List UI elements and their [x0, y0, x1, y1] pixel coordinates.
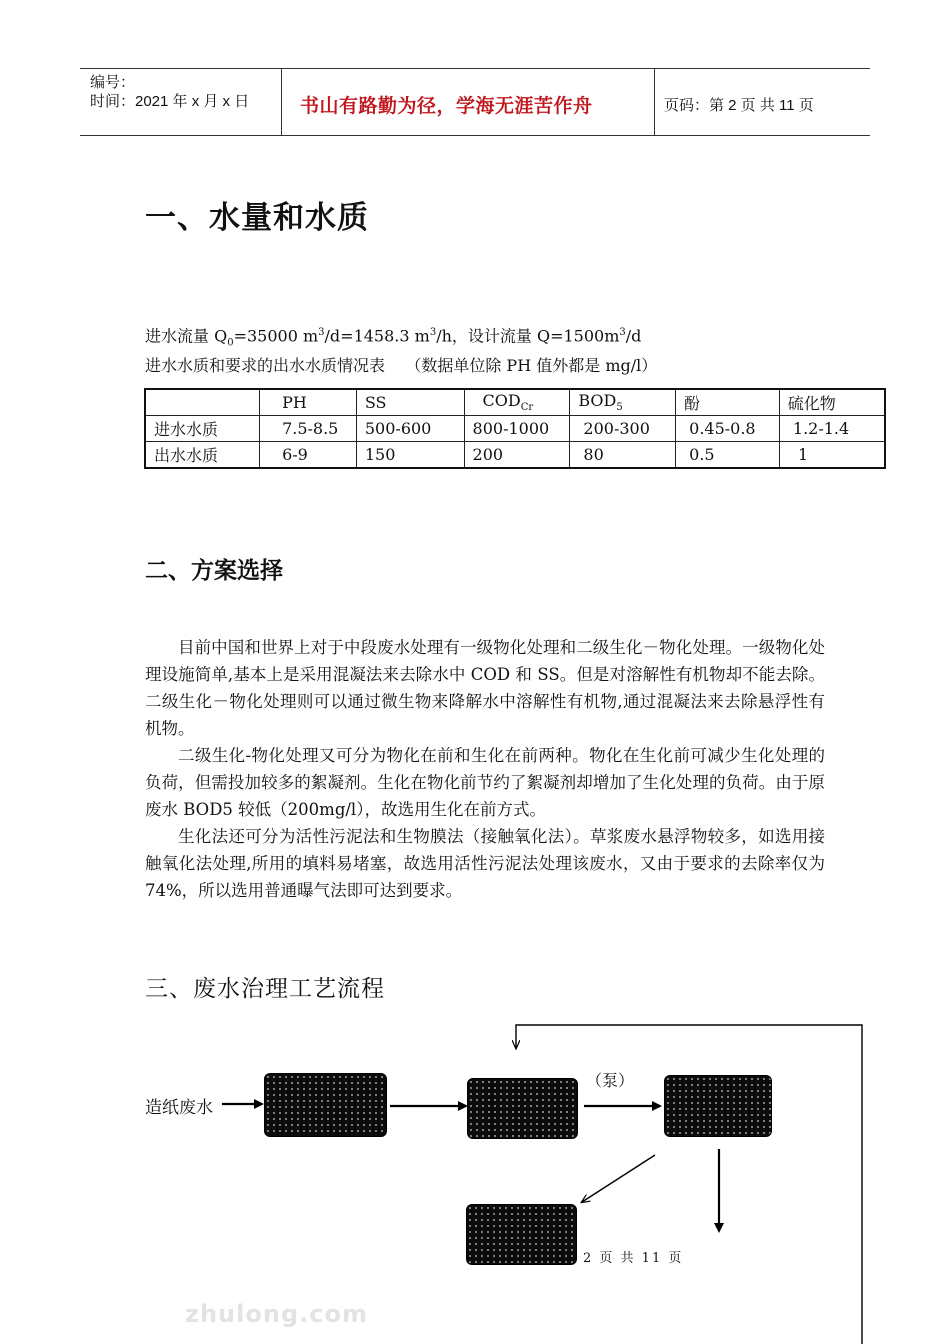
- table-caption: 进水水质和要求的出水水质情况表 （数据单位除 PH 值外都是 mg/l）: [145, 356, 658, 375]
- table-row: [145, 416, 885, 442]
- header-divider-left: [281, 68, 282, 136]
- process-tank-2: [467, 1078, 578, 1139]
- process-tank-1: [264, 1073, 387, 1137]
- process-tank-4: [466, 1204, 577, 1265]
- header-cell-bod: $BOD_5$: [570, 389, 676, 416]
- header-cell-cod: $COD_{Cr}$: [464, 389, 570, 416]
- table-cell: 0.45-0.8: [676, 416, 780, 442]
- flow-b: /d=1458.3 m: [324, 326, 430, 346]
- table-cell: 1: [779, 442, 885, 469]
- table-cell: 200-300: [570, 416, 676, 442]
- section-title-scheme: 二、方案选择: [145, 558, 283, 584]
- table-header-row: [145, 389, 885, 416]
- flow-d: /d: [625, 326, 642, 346]
- header-cell-ph: PH: [260, 389, 357, 416]
- page-number: 页码：第 2 页 共 11 页: [664, 97, 814, 114]
- process-tank-3: [664, 1075, 772, 1137]
- date-label: 时间：2021 年 x 月 x 日: [90, 93, 250, 110]
- watermark: zhulong.com: [185, 1300, 368, 1328]
- table-cell: 1.2-1.4: [779, 416, 885, 442]
- header-motto: 书山有路勤为径，学海无涯苦作舟: [300, 95, 593, 117]
- table-cell: 进水水质: [145, 416, 260, 442]
- table-cell: 150: [356, 442, 464, 469]
- page-footer: 2 页 共 11 页: [583, 1251, 684, 1266]
- serial-label: 编号：: [90, 74, 136, 91]
- table-cell: 80: [570, 442, 676, 469]
- arrow-box3-to-box4: [582, 1155, 655, 1202]
- header-cell-empty: [145, 389, 260, 416]
- section-title-water: 一、水量和水质: [145, 200, 369, 236]
- inlet-label: 造纸废水: [145, 1098, 213, 1118]
- process-flow-lines: [0, 1015, 950, 1344]
- header-cell-phenol: 酚: [676, 389, 780, 416]
- table-cell: 0.5: [676, 442, 780, 469]
- table-cell: 7.5-8.5: [260, 416, 357, 442]
- table-cell: 出水水质: [145, 442, 260, 469]
- table-cell: 200: [464, 442, 570, 469]
- paragraph: 目前中国和世界上对于中段废水处理有一级物化处理和二级生化－物化处理。一级物化处理设施简单,基本上是采用混凝法来去除水中 COD 和 SS。但是对溶解性有机物却不能去除。二级生化－物化处理则可以通过微生物来降解水中溶解性有机物,通过混凝法来去除悬浮性有机物。: [145, 638, 825, 738]
- section-title-process: 三、废水治理工艺流程: [145, 976, 385, 1002]
- flow-line: [145, 320, 641, 357]
- return-line: [516, 1025, 862, 1344]
- paragraph: 生化法还可分为活性污泥法和生物膜法（接触氧化法）。草浆废水悬浮物较多，如选用接触氧化法处理,所用的填料易堵塞，故选用活性污泥法处理该废水，又由于要求的去除率仅为 74%，所以选用普通曝气法即可达到要求。: [145, 827, 825, 900]
- flow-prefix: 进水流量 Q: [145, 326, 228, 346]
- sup-c: 3: [619, 327, 626, 338]
- header-bottom-rule: [80, 135, 870, 136]
- table-cell: 500-600: [356, 416, 464, 442]
- table-cell: 800-1000: [464, 416, 570, 442]
- sup-a: 3: [318, 327, 325, 338]
- table-cell: 6-9: [260, 442, 357, 469]
- header-divider-right: [654, 68, 655, 136]
- flow-c: /h，设计流量 Q=1500m: [436, 326, 620, 346]
- header-top-rule: [80, 68, 870, 69]
- water-quality-table: [144, 388, 886, 469]
- pump-label: （泵）: [586, 1071, 635, 1090]
- header-cell-sulfide: 硫化物: [779, 389, 885, 416]
- sup-b: 3: [429, 327, 437, 338]
- flow-a: =35000 m: [233, 326, 319, 346]
- paragraph: 二级生化-物化处理又可分为物化在前和生化在前两种。物化在生化前可减少生化处理的负荷，但需投加较多的絮凝剂。生化在物化前节约了絮凝剂却增加了生化处理的负荷。由于原废水 BOD5 较低（200mg/l），故选用生化在前方式。: [145, 746, 825, 819]
- flow-sub: 0: [227, 337, 234, 349]
- header-cell-ss: SS: [356, 389, 464, 416]
- table-row: [145, 442, 885, 469]
